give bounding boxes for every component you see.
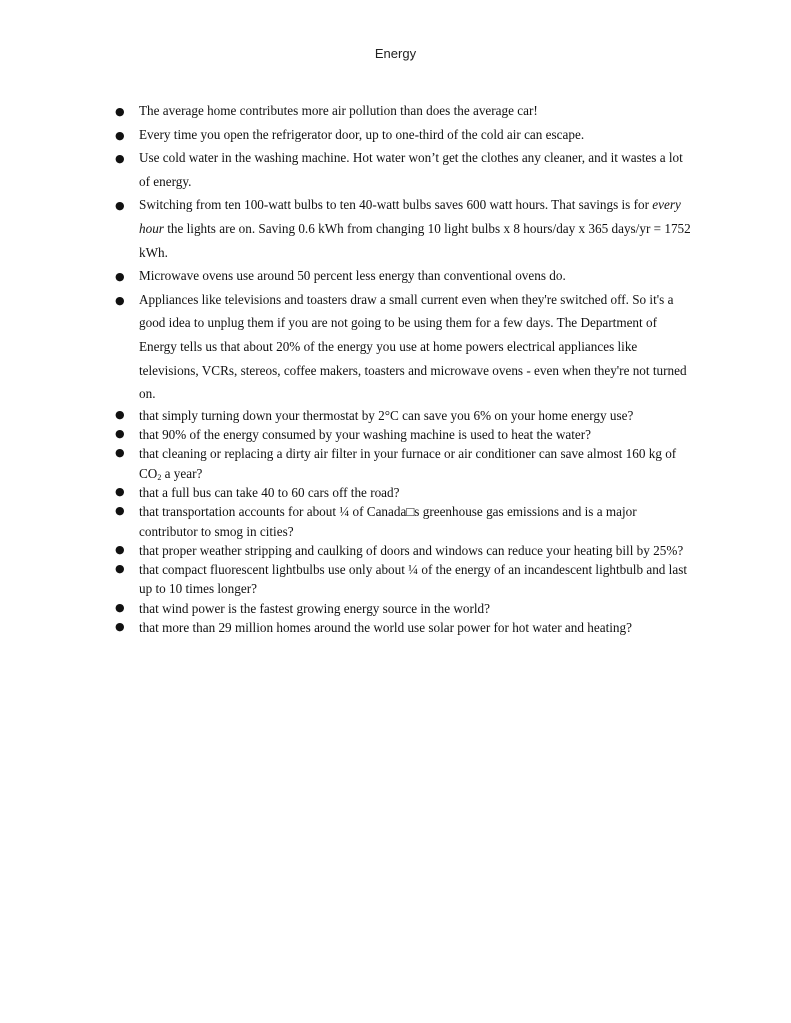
list-item-text: that compact fluorescent lightbulbs use only about ¼ of the energy of an incandescent lightbulb and last up to 10 times longer?	[139, 562, 687, 597]
list-item	[0, 123, 694, 147]
bullet-icon: ●	[115, 128, 125, 142]
list-item-text: Use cold water in the washing machine. Hot water won’t get the clothes any cleaner, and it wastes a lot of energy.	[139, 150, 683, 189]
bullet-icon: ●	[115, 446, 125, 460]
list-item-text: that proper weather stripping and caulking of doors and windows can reduce your heating bill by 25%?	[139, 542, 684, 558]
list-item	[0, 618, 694, 637]
bullet-icon: ●	[115, 542, 125, 556]
bullet-icon: ●	[115, 619, 125, 633]
list-item	[0, 406, 694, 425]
bullet-list	[0, 99, 791, 637]
bullet-icon: ●	[115, 152, 125, 166]
bullet-icon: ●	[115, 484, 125, 498]
list-item-text: The average home contributes more air pollution than does the average car!	[139, 103, 538, 118]
list-item-text: that wind power is the fastest growing energy source in the world?	[139, 600, 490, 616]
list-item	[0, 560, 694, 599]
list-item-text: a year?	[161, 465, 203, 481]
list-item	[0, 599, 694, 618]
list-item	[0, 193, 694, 264]
bullet-icon: ●	[115, 199, 125, 213]
list-item-text: that simply turning down your thermostat by 2°C can save you 6% on your home energy use?	[139, 407, 634, 423]
list-item-text: that a full bus can take 40 to 60 cars off the road?	[139, 484, 400, 500]
list-item	[0, 146, 694, 193]
list-item-text: that transportation accounts for about ¼ of Canada□s greenhouse gas emissions and is a major contributor to smog in cities?	[139, 504, 637, 539]
subscript-text: 2	[157, 472, 162, 482]
bullet-icon: ●	[115, 427, 125, 441]
bullet-icon: ●	[115, 105, 125, 118]
list-item-text: Every time you open the refrigerator door, up to one-third of the cold air can escape.	[139, 126, 585, 142]
list-item-text: Appliances like televisions and toasters draw a small current even when they're switched off. So it's a good idea to unplug them if you are not going to be using them for a few days. The Department of Energy tells us that about 20% of the energy you use at home powers electrical appliances like televisions, VCRs, stereos, coffee makers, toasters and microwave ovens - even when they're not turned on.	[139, 291, 687, 402]
list-item	[0, 425, 694, 444]
bullet-icon: ●	[115, 504, 125, 518]
list-item	[0, 288, 694, 406]
list-item-text: the lights are on. Saving 0.6 kWh from changing 10 light bulbs x 8 hours/day x 365 days/yr = 1752 kWh.	[139, 220, 691, 260]
list-item-text: that more than 29 million homes around the world use solar power for hot water and heating?	[139, 619, 632, 635]
emphasis-text: every hour	[139, 197, 681, 236]
list-item	[0, 483, 694, 502]
list-item	[0, 502, 694, 541]
list-item	[0, 541, 694, 560]
bullet-icon: ●	[115, 270, 125, 284]
page-title: Energy	[374, 46, 417, 61]
bullet-icon: ●	[115, 562, 125, 576]
list-item-text: Microwave ovens use around 50 percent less energy than conventional ovens do.	[139, 268, 566, 284]
list-item	[0, 444, 694, 483]
bullet-icon: ●	[115, 600, 125, 614]
list-item-text: Switching from ten 100-watt bulbs to ten 40-watt bulbs saves 600 watt hours. That savings is for	[139, 197, 653, 213]
list-item	[0, 99, 694, 123]
bullet-icon: ●	[115, 293, 125, 307]
list-item-text: that cleaning or replacing a dirty air filter in your furnace or air conditioner can save almost 160 kg of CO	[139, 446, 677, 481]
list-item	[0, 264, 694, 288]
list-item-text: that 90% of the energy consumed by your washing machine is used to heat the water?	[139, 427, 592, 443]
bullet-icon: ●	[115, 407, 125, 421]
